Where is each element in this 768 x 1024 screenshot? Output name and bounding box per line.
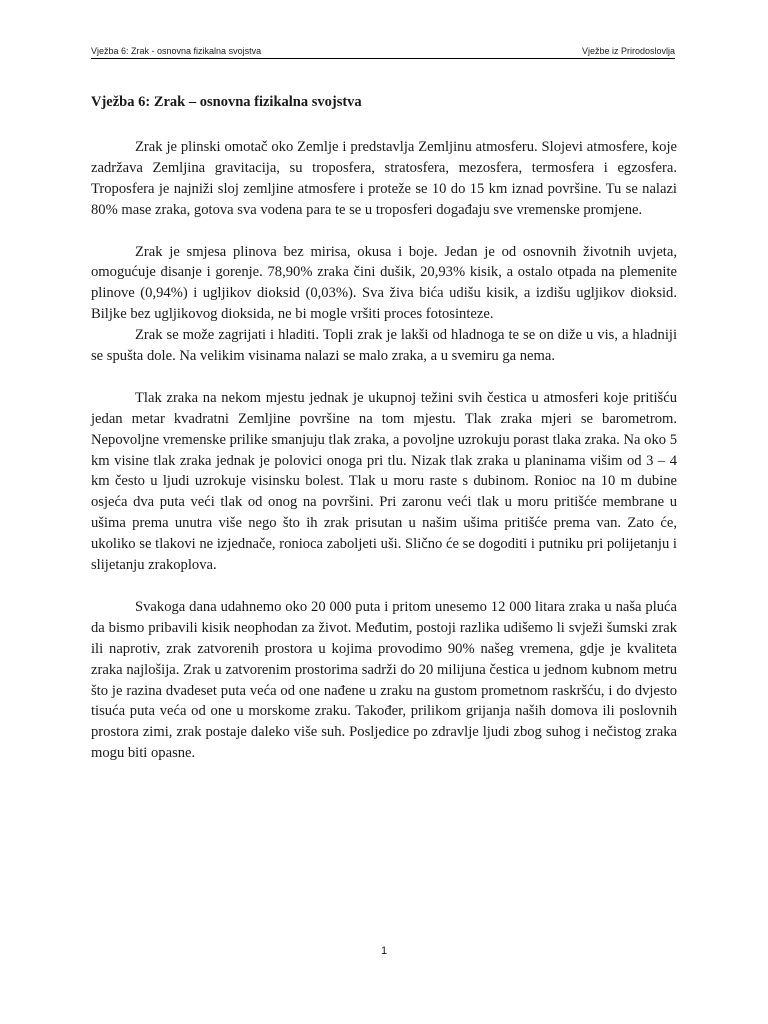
paragraph-breathing: Svakoga dana udahnemo oko 20 000 puta i pritom unesemo 12 000 litara zraka u naša pluća da bismo pribavili kisik neophodan za život. Međutim, postoji razlika udišemo li svježi šumski zrak ili naprotiv, zrak zatvorenih prostora u kojima provodimo 90% našeg vremena, gdje je kvaliteta zraka najlošija. Zrak u zatvorenim prostorima sadrži do 20 milijuna čestica u jednom kubnom metru što je razina dvadeset puta veća od one nađene u zraku na gustom prometnom raskršću, i do dvjesto tisuća puta veća od one u morskome zraku. Također, prilikom grijanja naših domova ili poslovnih prostora zimi, zrak postaje daleko više suh. Posljedice po zdravlje ljudi zbog suhog i nečistog zraka mogu biti opasne. (91, 598, 677, 762)
header-right-text: Vježbe iz Prirodoslovlja (581, 46, 675, 56)
header-left-text: Vježba 6: Zrak - osnovna fizikalna svojstva (91, 46, 262, 56)
paragraph-atmosphere: Zrak je plinski omotač oko Zemlje i predstavlja Zemljinu atmosferu. Slojevi atmosfere, koje zadržava Zemljina gravitacija, su troposfera, stratosfera, mezosfera, termosfera i egzosfera. Troposfera je najniži sloj zemljine atmosfere i proteže se 10 do 15 km iznad površine. Tu se nalazi 80% mase zraka, gotova sva vodena para te se u troposferi događaju sve vremenske promjene. (91, 139, 677, 218)
paragraph-temperature: Zrak se može zagrijati i hladiti. Topli zrak je lakši od hladnoga te se on diže u vis, a hladniji se spušta dole. Na velikim visinama nalazi se malo zraka, a u svemiru ga nema. (91, 327, 677, 365)
document-title: Vježba 6: Zrak – osnovna fizikalna svojstva (91, 94, 362, 110)
paragraph-air-pressure: Tlak zraka na nekom mjestu jednak je ukupnoj težini svih čestica u atmosferi koje pritišću jedan metar kvadratni Zemljine površine na tom mjestu. Tlak zraka mjeri se barometrom. Nepovoljne vremenske prilike smanjuju tlak zraka, a povoljne uzrokuju porast tlaka zraka. Na oko 5 km visine tlak zraka jednak je polovici onoga pri tlu. Nizak tlak zraka u planinama višim od 3 – 4 km često u ljudi uzrokuje visinsku bolest. Tlak u moru raste s dubinom. Ronioc na 10 m dubine osjeća dva puta veći tlak od onog na površini. Pri zaronu veći tlak u moru pritišće membrane u ušima prema unutra više nego što ih zrak prisutan u našim ušima pritišće prema van. Zato će, ukoliko se tlakovi ne izjednače, ronioca zaboljeti uši. Slično će se dogoditi i putniku pri polijetanju i slijetanju zrakoplova. (91, 389, 677, 574)
page-header (91, 45, 675, 59)
paragraph-composition: Zrak je smjesa plinova bez mirisa, okusa i boje. Jedan je od osnovnih životnih uvjeta, omogućuje disanje i gorenje. 78,90% zraka čini dušik, 20,93% kisik, a ostalo otpada na plemenite plinove (0,94%) i ugljikov dioksid (0,03%). Sva živa bića udišu kisik, a izdišu ugljikov dioksid. Biljke bez ugljikovog dioksida, ne bi mogle vršiti proces fotosinteze. (91, 243, 677, 323)
document-body (91, 137, 677, 764)
page-number: 1 (380, 945, 388, 957)
